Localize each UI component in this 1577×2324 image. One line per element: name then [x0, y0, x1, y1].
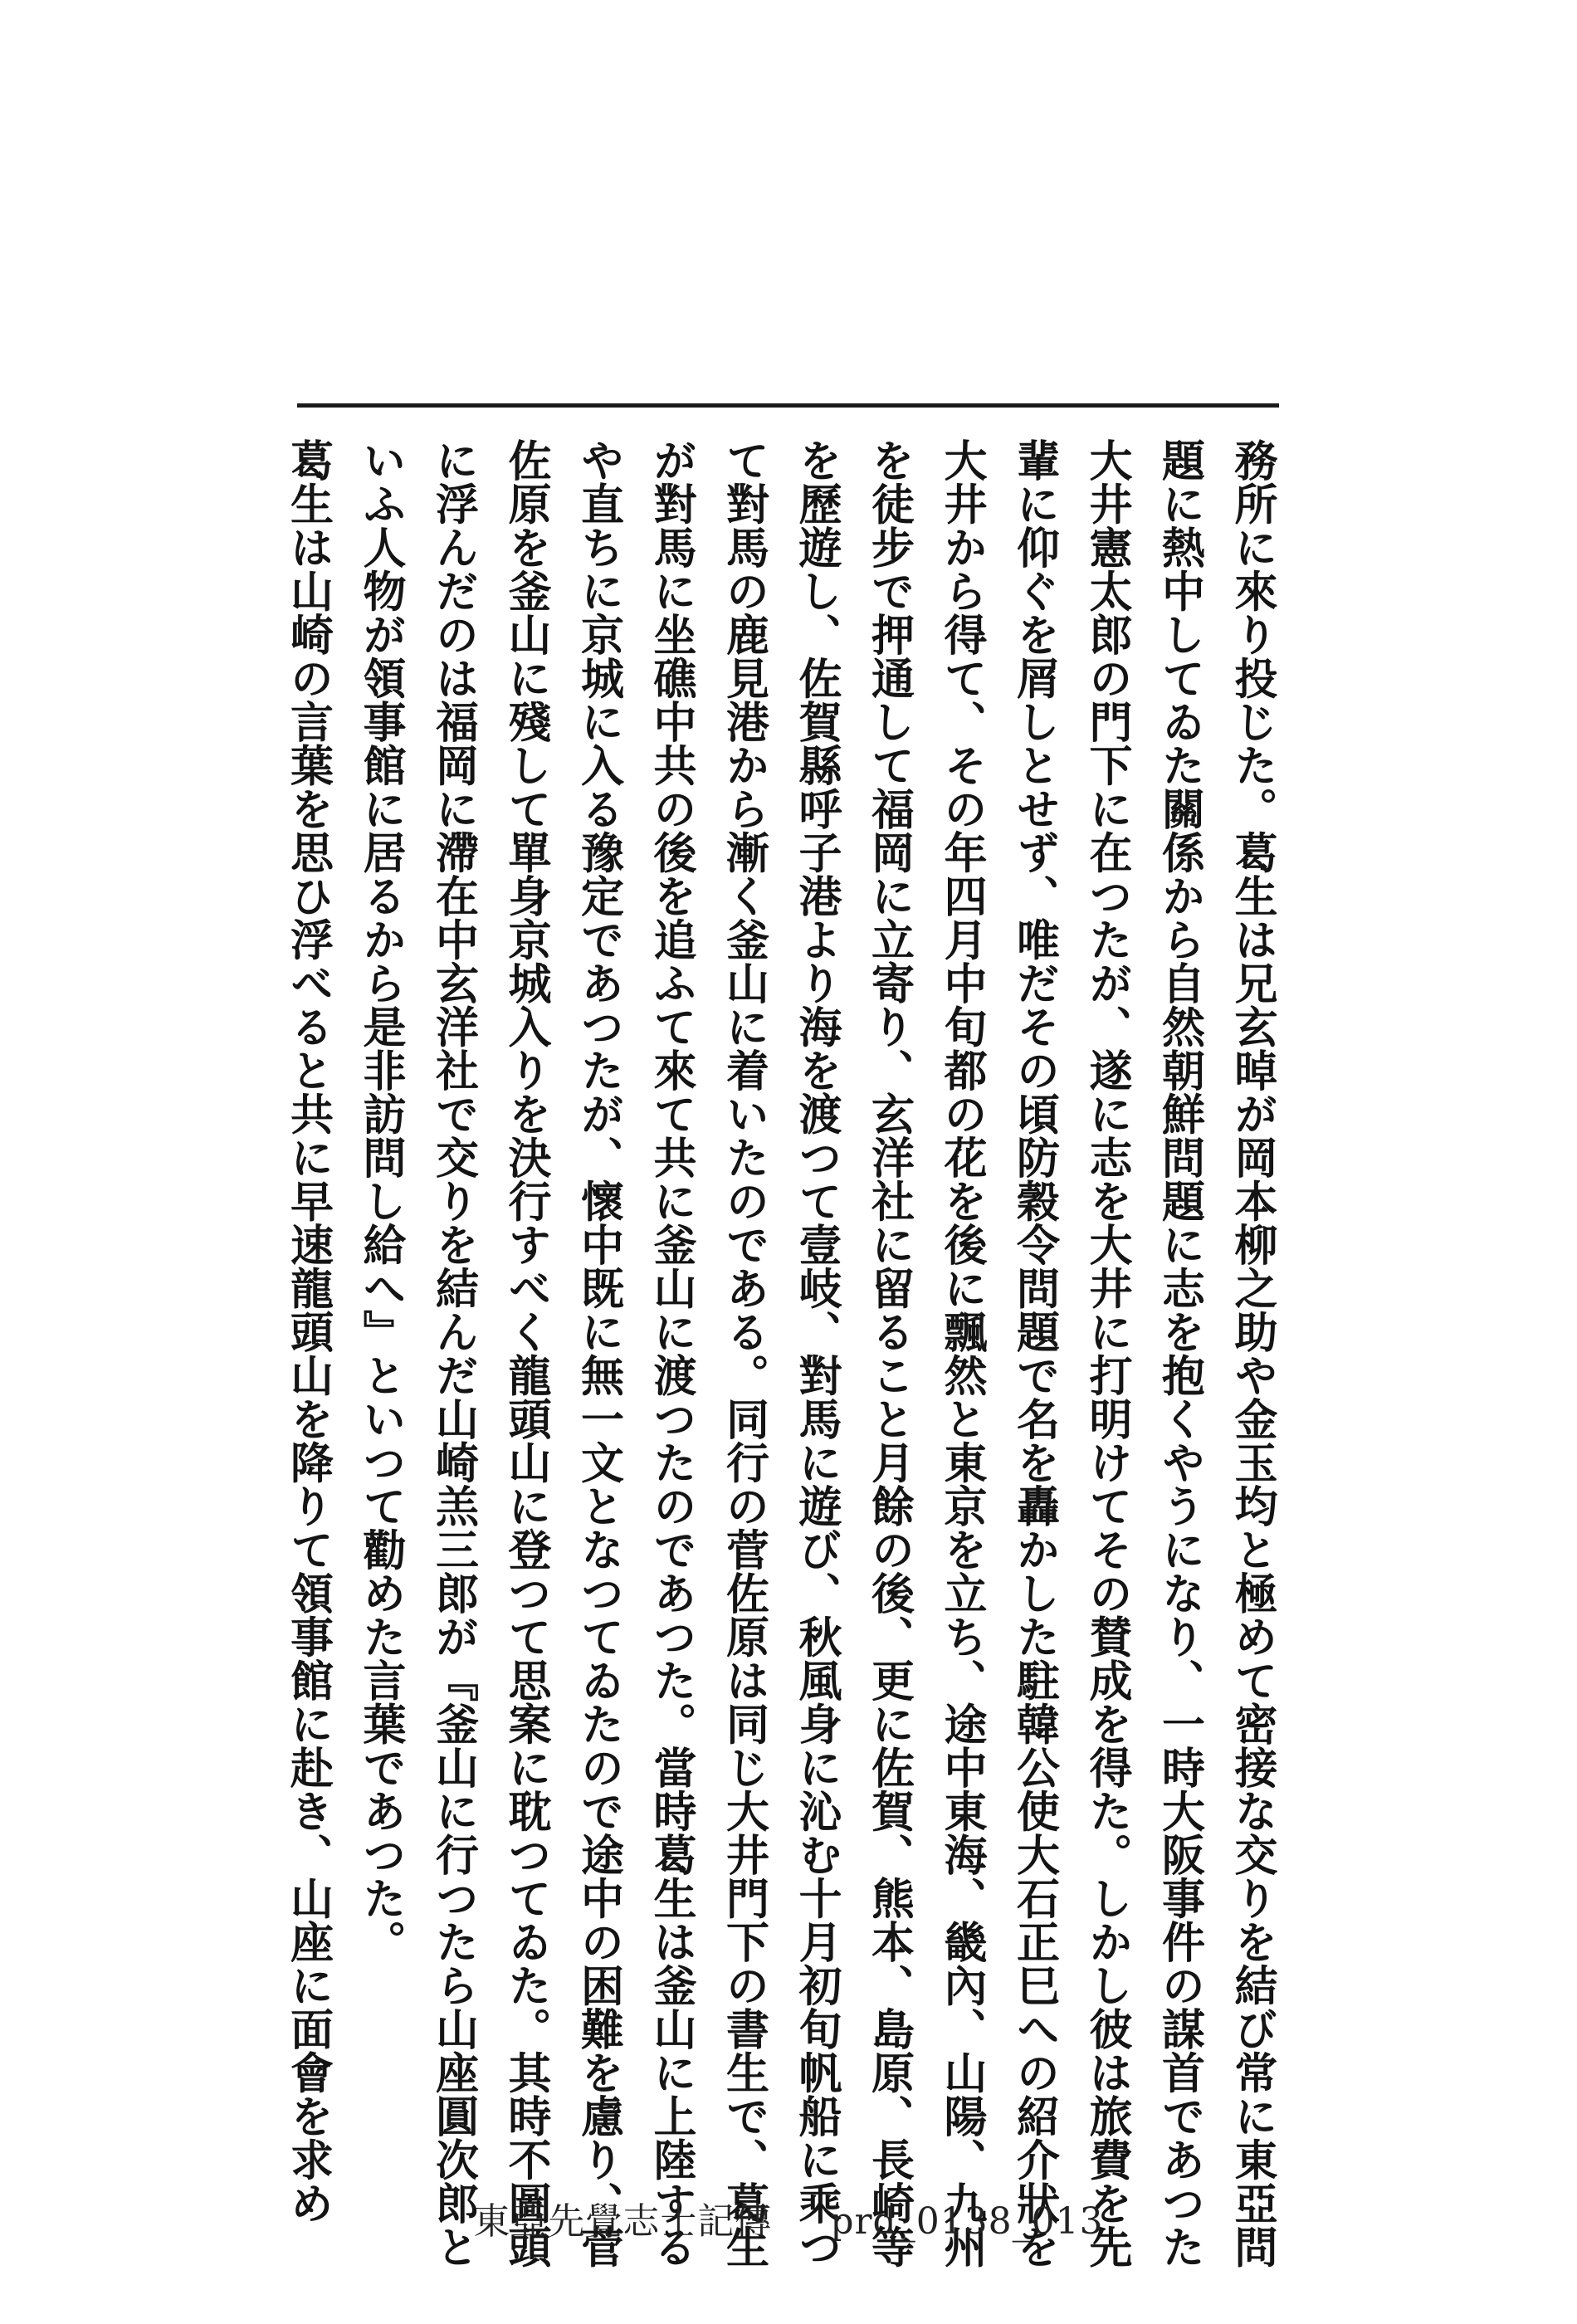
text-column: いふ人物が領事館に居るから是非訪問し給へ』といつて勸めた言葉であつた。	[355, 438, 406, 1964]
text-column: て對馬の鹿見港から漸く釜山に着いたのである。同行の菅佐原は同じ大井門下の書生で、葛生	[718, 438, 769, 2268]
page-footer	[0, 2191, 1577, 2244]
text-column: 題に熱中してゐた關係から自然朝鮮問題に志を抱くやうになり、一時大阪事件の謀首であつた	[1154, 438, 1205, 2268]
text-column: 大井憲太郎の門下に在つたが、遂に志を大井に打明けてその賛成を得た。しかし彼は旅費を先	[1081, 438, 1132, 2268]
text-column: や直ちに京城に入る豫定であつたが、懷中既に無一文となつてゐたので途中の困難を慮り、菅	[573, 438, 624, 2268]
text-column: 輩に仰ぐを屑しとせず、唯だその頃防穀令問題で名を轟かした駐韓公使大石正巳への紹介狀を	[1008, 438, 1060, 2268]
footer-page-id: prd_0138_013	[830, 2200, 1104, 2243]
text-column: 葛生は山崎の言葉を思ひ浮べると共に早速龍頭山を降りて領事館に赴き、山座に面會を求め	[282, 438, 334, 2225]
top-rule	[297, 403, 1279, 408]
footer-book-title: 東亞先覺志士記傳	[473, 2200, 773, 2243]
text-column: 佐原を釜山に殘して單身京城入りを決行すべく龍頭山に登つて思案に耽つてゐた。其時不圖頭	[500, 438, 551, 2268]
text-column: を歷遊し、佐賀縣呼子港より海を渡つて壹岐、對馬に遊び、秋風身に沁む十月初旬帆船に乘つ	[791, 438, 842, 2268]
text-column: 大井から得て、その年四月中旬都の花を後に飄然と東京を立ち、途中東海、畿內、山陽、九州	[936, 438, 987, 2268]
text-column: に浮んだのは福岡に滯在中玄洋社で交りを結んだ山崎羔三郎が『釜山に行つたら山座圓次郎と	[427, 438, 479, 2268]
text-column: 務所に來り投じた。葛生は兄玄晫が岡本柳之助や金玉均と極めて密接な交りを結び常に東亞問	[1227, 438, 1277, 2268]
text-column: が對馬に坐礁中共の後を追ふて來て共に釜山に渡つたのであつた。當時葛生は釜山に上陸する	[646, 438, 696, 2268]
text-column: を徒步で押通して福岡に立寄り、玄洋社に留ること月餘の後、更に佐賀、熊本、島原、長崎等	[863, 438, 915, 2268]
